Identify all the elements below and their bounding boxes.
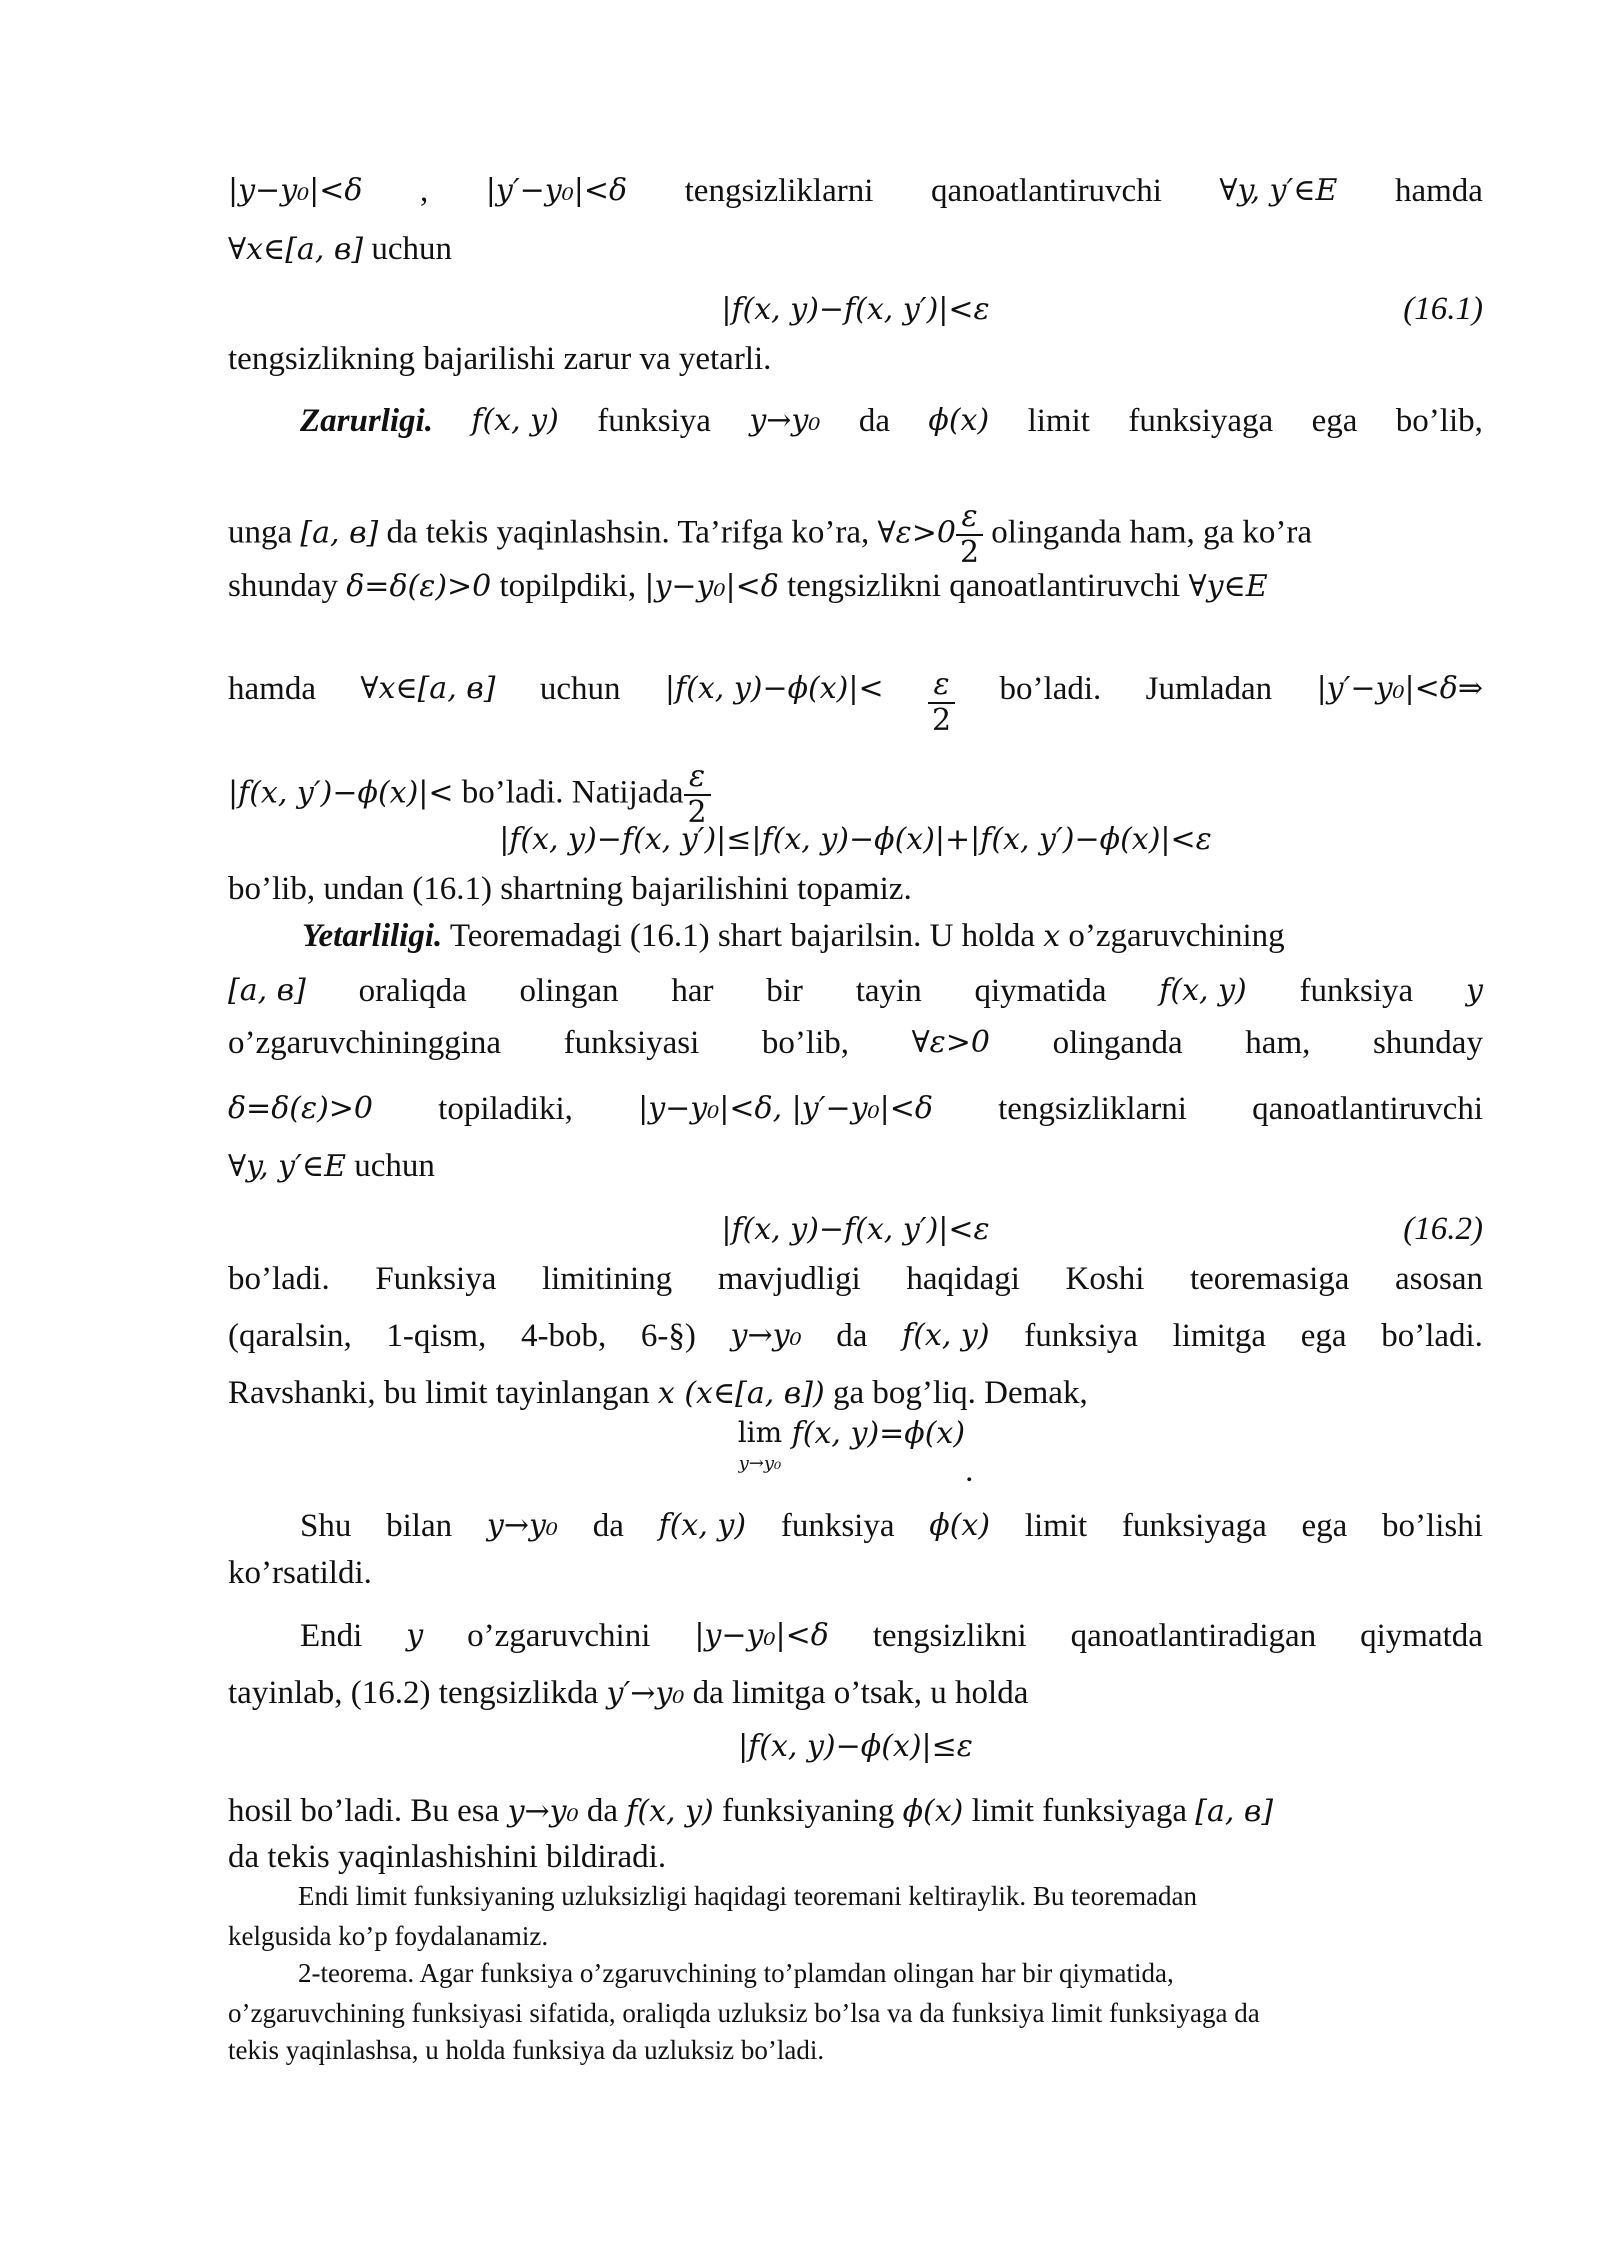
text-line-l2 bbox=[228, 228, 1483, 271]
math-expression: y→y₀ bbox=[749, 403, 821, 438]
text: uchun bbox=[539, 671, 621, 707]
word: funksiya bbox=[597, 403, 711, 439]
text: ga bog’liq. Demak, bbox=[824, 1375, 1088, 1411]
text-line-l14 bbox=[228, 1145, 1483, 1188]
math-expression: [a, в] bbox=[1195, 1794, 1274, 1829]
word: bo’lib, bbox=[761, 1025, 849, 1061]
word: har bbox=[671, 973, 714, 1009]
math-expression: ∀x∈[a, в] bbox=[360, 671, 496, 706]
word: bo’ladi. bbox=[228, 1261, 330, 1297]
word: funksiyasi bbox=[563, 1025, 700, 1061]
text-line-p2b bbox=[228, 1995, 1483, 2031]
word: limitining bbox=[541, 1261, 673, 1297]
text-line-l21 bbox=[228, 1672, 1483, 1715]
math-expression: δ=δ(ε)>0 bbox=[228, 1091, 373, 1126]
text: bo’ladi. Natijada bbox=[453, 774, 684, 811]
math-expression: ∀ε>0 bbox=[911, 1025, 990, 1060]
word: funksiya bbox=[780, 1508, 895, 1544]
text-line-l17 bbox=[228, 1372, 1483, 1415]
word: da bbox=[592, 1508, 624, 1544]
text-line-l1 bbox=[228, 170, 1483, 212]
period: . bbox=[965, 1453, 974, 1489]
text-line-l6 bbox=[228, 565, 1483, 608]
word: asosan bbox=[1395, 1261, 1483, 1297]
text: tengsizlikni qanoatlantiruvchi bbox=[778, 568, 1189, 604]
text: shunday bbox=[228, 568, 347, 604]
math-expression: y bbox=[1465, 973, 1483, 1008]
text: ga ko’ra bbox=[1203, 514, 1313, 551]
word: ega bbox=[1300, 1318, 1347, 1354]
text-line-l9 bbox=[228, 868, 1483, 910]
text-line-p2c bbox=[228, 2032, 1483, 2068]
equation: f(x, y)=ϕ(x) bbox=[782, 1416, 966, 1451]
math-expression: ∀x∈[a, в] bbox=[228, 232, 364, 267]
limit-word: lim bbox=[737, 1416, 783, 1449]
word: Shu bbox=[300, 1508, 352, 1544]
fraction-denominator: 2 bbox=[956, 534, 983, 570]
fraction-numerator: ε bbox=[961, 499, 978, 534]
bold-heading: Yetarliligi. bbox=[302, 918, 443, 954]
text: ko’rsatildi. bbox=[228, 1555, 372, 1591]
text-line-eq162 bbox=[228, 1208, 1483, 1251]
word: funksiyaga bbox=[1121, 1508, 1267, 1544]
text: bo’ladi. bbox=[999, 671, 1102, 707]
text-line-p2a bbox=[228, 1955, 1483, 1991]
text: Teoremadagi (16.1) shart bajarilsin. U holda bbox=[442, 918, 1044, 954]
math-expression: |y′−y₀|<δ⇒ bbox=[1316, 671, 1483, 706]
math-expression: |y−y₀|<δ, |y′−y₀|<δ bbox=[638, 1091, 933, 1126]
text: tayinlab, (16.2) tengsizlikda bbox=[228, 1675, 607, 1711]
text: hamda bbox=[228, 671, 316, 707]
text-line-l22 bbox=[228, 1790, 1483, 1833]
word: bo’lib, bbox=[1395, 403, 1483, 439]
fraction-numerator: ε bbox=[933, 667, 950, 702]
math-expression: |y′−y₀|<δ bbox=[485, 173, 628, 208]
math-expression: y bbox=[406, 1618, 424, 1653]
math-expression: y→y₀ bbox=[730, 1318, 802, 1353]
word: tengsizliklarni bbox=[684, 173, 874, 209]
text-line-l16 bbox=[228, 1315, 1483, 1357]
math-expression: f(x, y) bbox=[471, 403, 559, 438]
word: tayin bbox=[855, 973, 922, 1009]
word: mavjudligi bbox=[717, 1261, 861, 1297]
equation-number: (16.1) bbox=[1403, 291, 1483, 327]
word: Endi bbox=[300, 1618, 363, 1654]
fraction-numerator: ε bbox=[689, 759, 706, 794]
limit-subscript: y→y₀ bbox=[738, 1453, 782, 1474]
text: Jumladan bbox=[1145, 671, 1273, 707]
text: uchun bbox=[363, 231, 452, 267]
text: da tekis yaqinlashsin. Ta’rifga ko’ra, bbox=[378, 514, 878, 551]
text: o’zgaruvchining funksiyasi sifatida, oraliqda uzluksiz bo’lsa va da funksiya limit funksiyaga da bbox=[228, 1998, 1260, 2028]
math-expression: ∀y, y′∈E bbox=[1219, 173, 1338, 208]
text-line-eq2 bbox=[228, 818, 1483, 861]
math-expression: [a, в] bbox=[300, 515, 379, 551]
math-expression: ϕ(x) bbox=[902, 1794, 964, 1829]
word: olinganda bbox=[1052, 1025, 1183, 1061]
word: qanoatlantiruvchi bbox=[930, 173, 1162, 209]
math-expression: f(x, y) bbox=[1159, 973, 1247, 1008]
word: o’zgaruvchini bbox=[467, 1618, 651, 1654]
text-line-l20 bbox=[228, 1615, 1483, 1657]
word: bilan bbox=[386, 1508, 453, 1544]
text: da limitga o’tsak, u holda bbox=[684, 1675, 1029, 1711]
math-expression: ∀y, y′∈E bbox=[228, 1149, 347, 1184]
word: Funksiya bbox=[375, 1261, 497, 1297]
text: hosil bo’ladi. Bu esa bbox=[228, 1793, 508, 1829]
word: shunday bbox=[1372, 1025, 1483, 1061]
equation: |f(x, y)−f(x, y′)|≤|f(x, y)−ϕ(x)|+|f(x, y′)−ϕ(x)|<ε bbox=[499, 822, 1212, 857]
word: 4-bob, bbox=[520, 1318, 607, 1354]
math-expression: y′→y₀ bbox=[606, 1676, 685, 1711]
equation: |f(x, y)−ϕ(x)|≤ε bbox=[738, 1729, 973, 1764]
text-line-l7 bbox=[228, 668, 1483, 738]
word: olingan bbox=[519, 973, 619, 1009]
text: bo’lib, undan (16.1) shartning bajarilishini topamiz. bbox=[228, 871, 912, 907]
word: bir bbox=[766, 973, 803, 1009]
word: topiladiki, bbox=[438, 1091, 573, 1127]
math-expression: ∀y∈E bbox=[1188, 569, 1268, 604]
word: limitga bbox=[1172, 1318, 1267, 1354]
math-expression: |f(x, y′)−ϕ(x)|< bbox=[228, 775, 454, 811]
word: qanoatlantiradigan bbox=[1070, 1618, 1317, 1654]
text-line-l23 bbox=[228, 1836, 1483, 1878]
text: tekis yaqinlashsa, u holda funksiya da uzluksiz bo’ladi. bbox=[228, 2035, 825, 2065]
text: limit funksiyaga bbox=[963, 1793, 1196, 1829]
word: bo’lishi bbox=[1382, 1508, 1483, 1544]
text: da tekis yaqinlashishini bildiradi. bbox=[228, 1839, 667, 1875]
text-line-l10 bbox=[228, 915, 1483, 958]
text: kelgusida ko’p foydalanamiz. bbox=[228, 1921, 549, 1951]
word: haqidagi bbox=[906, 1261, 1020, 1297]
text: funksiyaning bbox=[713, 1793, 903, 1829]
word: (qaralsin, bbox=[228, 1318, 352, 1354]
equation: |f(x, y)−f(x, y′)|<ε bbox=[721, 1212, 990, 1247]
text: da bbox=[578, 1793, 627, 1829]
fraction-denominator: 2 bbox=[684, 794, 711, 830]
text-line-p1a bbox=[228, 1878, 1483, 1914]
text: uchun bbox=[346, 1148, 435, 1184]
word: funksiya bbox=[1299, 973, 1414, 1009]
word: 1-qism, bbox=[386, 1318, 487, 1354]
text-line-l4 bbox=[228, 400, 1483, 442]
math-expression: y→y₀ bbox=[486, 1508, 558, 1543]
math-expression: x (x∈[a, в]) bbox=[657, 1376, 825, 1411]
word: tengsizliklarni bbox=[998, 1091, 1187, 1127]
text-line-l3 bbox=[228, 338, 1483, 380]
text: o’zgaruvchining bbox=[1060, 918, 1285, 954]
equation: |f(x, y)−f(x, y′)|<ε bbox=[721, 292, 990, 327]
math-expression: [a, в] bbox=[228, 973, 306, 1008]
word: da bbox=[836, 1318, 868, 1354]
text-line-l18 bbox=[228, 1505, 1483, 1547]
word: limit bbox=[1024, 1508, 1088, 1544]
word: da bbox=[858, 403, 890, 439]
math-expression: |y−y₀|<δ bbox=[644, 569, 779, 604]
text-line-l19 bbox=[228, 1552, 1483, 1594]
math-expression: δ=δ(ε)>0 bbox=[346, 569, 492, 604]
text-line-l13 bbox=[228, 1088, 1483, 1130]
word: ega bbox=[1311, 403, 1358, 439]
word: Koshi bbox=[1065, 1261, 1145, 1297]
text-line-p1b bbox=[228, 1918, 1483, 1954]
fraction bbox=[956, 500, 983, 570]
text: unga bbox=[228, 514, 301, 551]
math-expression: |y−y₀|<δ bbox=[694, 1618, 829, 1653]
math-expression: ∀ε>0 bbox=[877, 515, 956, 551]
word: limit bbox=[1027, 403, 1090, 439]
text-line-l11 bbox=[228, 970, 1483, 1012]
word: hamda bbox=[1394, 173, 1483, 209]
fraction-denominator: 2 bbox=[928, 702, 955, 738]
word: , bbox=[420, 173, 429, 209]
text: olinganda ham, bbox=[983, 514, 1203, 551]
word: qanoatlantiruvchi bbox=[1252, 1091, 1483, 1127]
bold-heading: Zarurligi. bbox=[300, 403, 433, 439]
text-line-l5 bbox=[228, 500, 1483, 570]
word: qiymatida bbox=[974, 973, 1107, 1009]
math-expression: |f(x, y)−ϕ(x)|< bbox=[664, 671, 884, 706]
text-line-l15 bbox=[228, 1258, 1483, 1300]
text: 2-teorema. Agar funksiya o’zgaruvchining to’plamdan olingan har bir qiymatida, bbox=[298, 1958, 1174, 1988]
math-expression: f(x, y) bbox=[902, 1318, 990, 1353]
text: Ravshanki, bu limit tayinlangan bbox=[228, 1375, 658, 1411]
math-expression: x bbox=[1043, 919, 1061, 954]
text-line-lim bbox=[228, 1412, 1483, 1489]
text: tengsizlikning bajarilishi zarur va yetarli. bbox=[228, 341, 772, 377]
word: qiymatda bbox=[1360, 1618, 1483, 1654]
math-expression: f(x, y) bbox=[626, 1794, 714, 1829]
word: 6-§) bbox=[640, 1318, 696, 1354]
math-expression: f(x, y) bbox=[658, 1508, 747, 1543]
word: oraliqda bbox=[358, 973, 467, 1009]
fraction bbox=[928, 668, 955, 738]
word: tengsizlikni bbox=[872, 1618, 1027, 1654]
word: ham, bbox=[1245, 1025, 1311, 1061]
math-expression: ϕ(x) bbox=[928, 403, 990, 438]
math-expression: y→y₀ bbox=[507, 1794, 579, 1829]
text-line-eq161 bbox=[228, 288, 1483, 331]
word: funksiya bbox=[1024, 1318, 1138, 1354]
text: topilpdiki, bbox=[491, 568, 645, 604]
word: o’zgaruvchininggina bbox=[228, 1025, 502, 1061]
text: Endi limit funksiyaning uzluksizligi haqidagi teoremani keltiraylik. Bu teoremadan bbox=[298, 1881, 1198, 1911]
word: ega bbox=[1301, 1508, 1348, 1544]
text-line-l12 bbox=[228, 1022, 1483, 1064]
equation-number: (16.2) bbox=[1403, 1211, 1483, 1247]
math-expression: |y−y₀|<δ bbox=[228, 173, 363, 208]
word: bo’ladi. bbox=[1381, 1318, 1483, 1354]
limit-operator bbox=[738, 1412, 782, 1474]
text-line-eq3 bbox=[228, 1725, 1483, 1768]
math-expression: ϕ(x) bbox=[929, 1508, 991, 1543]
word: funksiyaga bbox=[1128, 403, 1274, 439]
word: teoremasiga bbox=[1189, 1261, 1350, 1297]
